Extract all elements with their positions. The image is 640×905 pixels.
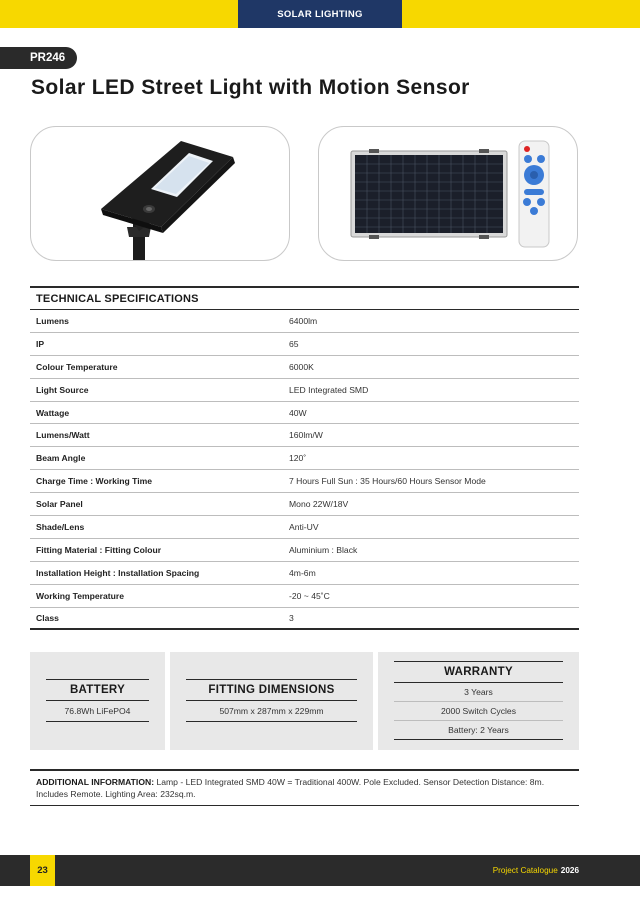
spec-label: Charge Time : Working Time — [36, 476, 153, 487]
spec-row — [30, 493, 579, 516]
spec-label: Installation Height : Installation Spacing — [36, 567, 200, 578]
spec-row — [30, 356, 579, 379]
spec-label: Wattage — [36, 407, 70, 418]
page-title: Solar LED Street Light with Motion Sensor — [31, 76, 470, 99]
spec-value: 65 — [289, 338, 299, 349]
spec-label: Solar Panel — [36, 499, 83, 510]
spec-row — [30, 402, 579, 425]
page-number: 23 — [30, 855, 55, 886]
spec-label: Fitting Material : Fitting Colour — [36, 544, 162, 555]
spec-label: Lumens — [36, 315, 69, 326]
spec-value: LED Integrated SMD — [289, 384, 369, 395]
warranty-line: 3 Years — [394, 683, 563, 702]
spec-row — [30, 585, 579, 608]
product-code-badge: PR246 — [0, 47, 77, 69]
footer — [0, 855, 640, 886]
warranty-box — [378, 652, 579, 750]
catalog-label — [493, 855, 579, 886]
spec-label: Class — [36, 613, 59, 624]
battery-box — [30, 652, 165, 750]
spec-label: Colour Temperature — [36, 361, 118, 372]
spec-label: Beam Angle — [36, 453, 86, 464]
street-light-image-card — [30, 126, 290, 261]
spec-label: Lumens/Watt — [36, 430, 90, 441]
additional-information-text: Lamp - LED Integrated SMD 40W = Traditional 400W. Pole Excluded. Sensor Detection Distance: 8m. Includes Remote. Lighting Area: 232sq.m. — [36, 777, 545, 799]
spec-row — [30, 516, 579, 539]
fitting-dimensions-value: 507mm x 287mm x 229mm — [186, 701, 357, 722]
top-bar — [0, 0, 640, 28]
spec-value: 7 Hours Full Sun : 35 Hours/60 Hours Sensor Mode — [289, 476, 486, 487]
additional-information-label: ADDITIONAL INFORMATION: — [36, 777, 155, 787]
spec-row — [30, 608, 579, 631]
spec-value: 6400lm — [289, 315, 318, 326]
catalog-year: 2026 — [560, 866, 579, 875]
solar-panel-image-card — [318, 126, 578, 261]
spec-row — [30, 310, 579, 333]
spec-row — [30, 424, 579, 447]
battery-value: 76.8Wh LiFePO4 — [46, 701, 149, 722]
spec-value: -20 ~ 45˚C — [289, 590, 330, 601]
spec-value: Anti-UV — [289, 521, 319, 532]
spec-value: 6000K — [289, 361, 314, 372]
spec-value: 4m-6m — [289, 567, 316, 578]
spec-value: 40W — [289, 407, 307, 418]
spec-row — [30, 539, 579, 562]
spec-value: 160lm/W — [289, 430, 323, 441]
spec-value: Aluminium : Black — [289, 544, 358, 555]
warranty-line: 2000 Switch Cycles — [394, 702, 563, 721]
warranty-line: Battery: 2 Years — [394, 721, 563, 740]
remote-control-image — [319, 127, 578, 261]
street-light-image — [31, 127, 290, 261]
fitting-dimensions-box — [170, 652, 373, 750]
catalog-name: Project Catalogue — [492, 866, 558, 875]
spec-label: Shade/Lens — [36, 521, 85, 532]
additional-information — [30, 769, 579, 806]
spec-value: 3 — [289, 613, 294, 624]
technical-specifications-table — [30, 286, 579, 630]
spec-label: IP — [36, 338, 45, 349]
spec-row — [30, 379, 579, 402]
fitting-dimensions-title: FITTING DIMENSIONS — [186, 679, 357, 701]
spec-row — [30, 447, 579, 470]
spec-value: Mono 22W/18V — [289, 499, 349, 510]
spec-row — [30, 333, 579, 356]
warranty-title: WARRANTY — [394, 661, 563, 683]
spec-label: Light Source — [36, 384, 89, 395]
spec-value: 120˚ — [289, 453, 307, 464]
section-tab: SOLAR LIGHTING — [238, 0, 402, 28]
spec-row — [30, 562, 579, 585]
specs-heading: TECHNICAL SPECIFICATIONS — [30, 286, 579, 310]
spec-label: Working Temperature — [36, 590, 125, 601]
battery-title: BATTERY — [46, 679, 149, 701]
spec-row — [30, 470, 579, 493]
